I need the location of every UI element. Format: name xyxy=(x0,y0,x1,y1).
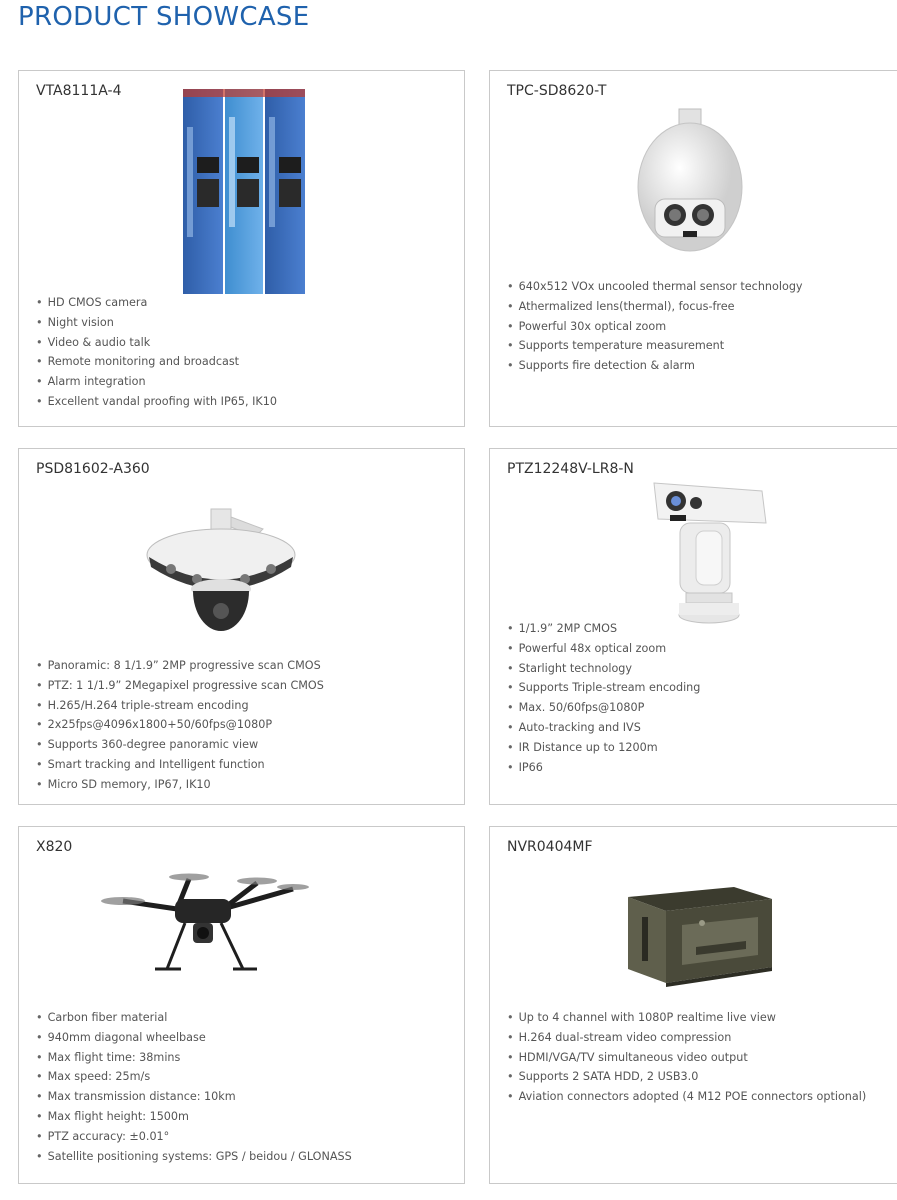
feature-list xyxy=(507,1008,866,1107)
feature-item: • IR Distance up to 1200m xyxy=(507,738,700,758)
feature-item: • Carbon fiber material xyxy=(36,1008,352,1028)
feature-item: • HD CMOS camera xyxy=(36,293,277,313)
feature-item: • Aviation connectors adopted (4 M12 POE connectors optional) xyxy=(507,1087,866,1107)
feature-item: • Athermalized lens(thermal), focus-free xyxy=(507,297,803,317)
product-name: PTZ12248V-LR8-N xyxy=(507,461,634,477)
product-card-vta8111a-4 xyxy=(18,70,465,427)
feature-item: • Excellent vandal proofing with IP65, IK10 xyxy=(36,392,277,412)
product-name: NVR0404MF xyxy=(507,839,593,855)
feature-list xyxy=(36,1008,352,1166)
feature-item: • Up to 4 channel with 1080P realtime live view xyxy=(507,1008,866,1028)
feature-item: • H.264 dual-stream video compression xyxy=(507,1028,866,1048)
product-name: PSD81602-A360 xyxy=(36,461,150,477)
feature-item: • Alarm integration xyxy=(36,372,277,392)
feature-item: • Max flight height: 1500m xyxy=(36,1107,352,1127)
feature-item: • Panoramic: 8 1/1.9” 2MP progressive scan CMOS xyxy=(36,656,324,676)
feature-item: • IP66 xyxy=(507,758,700,778)
product-name: VTA8111A-4 xyxy=(36,83,122,99)
feature-item: • 1/1.9” 2MP CMOS xyxy=(507,619,700,639)
feature-item: • Supports Triple-stream encoding xyxy=(507,678,700,698)
feature-item: • Supports fire detection & alarm xyxy=(507,356,803,376)
feature-item: • 940mm diagonal wheelbase xyxy=(36,1028,352,1048)
thermal-dome-camera-icon xyxy=(635,107,745,252)
feature-item: • Supports 360-degree panoramic view xyxy=(36,735,324,755)
product-card-nvr0404mf xyxy=(489,826,897,1184)
feature-item: • 2x25fps@4096x1800+50/60fps@1080P xyxy=(36,715,324,735)
feature-item: • Satellite positioning systems: GPS / beidou / GLONASS xyxy=(36,1147,352,1167)
feature-item: • H.265/H.264 triple-stream encoding xyxy=(36,696,324,716)
product-card-ptz12248v-lr8-n xyxy=(489,448,897,805)
feature-list xyxy=(507,619,700,777)
feature-item: • 640x512 VOx uncooled thermal sensor technology xyxy=(507,277,803,297)
feature-item: • Max. 50/60fps@1080P xyxy=(507,698,700,718)
feature-item: • Starlight technology xyxy=(507,659,700,679)
product-name: X820 xyxy=(36,839,73,855)
feature-item: • PTZ accuracy: ±0.01° xyxy=(36,1127,352,1147)
feature-item: • Micro SD memory, IP67, IK10 xyxy=(36,775,324,795)
feature-item: • Night vision xyxy=(36,313,277,333)
page-title: PRODUCT SHOWCASE xyxy=(18,2,310,32)
panoramic-ptz-camera-icon xyxy=(145,507,297,639)
feature-item: • Auto-tracking and IVS xyxy=(507,718,700,738)
feature-item: • Smart tracking and Intelligent function xyxy=(36,755,324,775)
feature-item: • Max speed: 25m/s xyxy=(36,1067,352,1087)
product-card-tpc-sd8620-t xyxy=(489,70,897,427)
product-card-psd81602-a360 xyxy=(18,448,465,805)
feature-item: • Supports temperature measurement xyxy=(507,336,803,356)
feature-item: • Max transmission distance: 10km xyxy=(36,1087,352,1107)
feature-item: • HDMI/VGA/TV simultaneous video output xyxy=(507,1048,866,1068)
feature-list xyxy=(36,293,277,412)
feature-item: • Video & audio talk xyxy=(36,333,277,353)
feature-item: • PTZ: 1 1/1.9” 2Megapixel progressive scan CMOS xyxy=(36,676,324,696)
mobile-nvr-icon xyxy=(622,883,774,987)
feature-item: • Powerful 48x optical zoom xyxy=(507,639,700,659)
feature-item: • Remote monitoring and broadcast xyxy=(36,352,277,372)
feature-list xyxy=(507,277,803,376)
long-range-ptz-camera-icon xyxy=(650,475,770,627)
feature-item: • Max flight time: 38mins xyxy=(36,1048,352,1068)
feature-list xyxy=(36,656,324,795)
drone-icon xyxy=(97,865,309,983)
product-name: TPC-SD8620-T xyxy=(507,83,607,99)
emergency-call-towers-icon xyxy=(181,87,306,297)
product-card-x820 xyxy=(18,826,465,1184)
feature-item: • Supports 2 SATA HDD, 2 USB3.0 xyxy=(507,1067,866,1087)
feature-item: • Powerful 30x optical zoom xyxy=(507,317,803,337)
